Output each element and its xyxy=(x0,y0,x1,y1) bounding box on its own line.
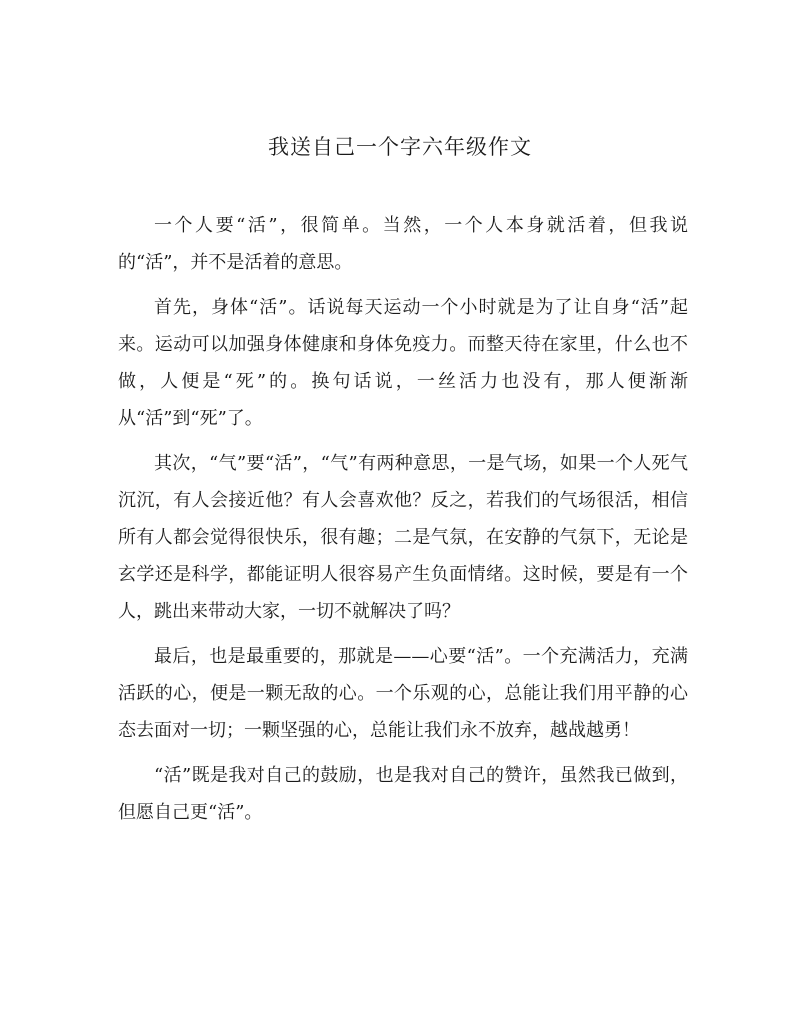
paragraph: 其次，“气”要“活”，“气”有两种意思，一是气场，如果一个人死气沉沉，有人会接近他？有人会喜欢他？反之，若我们的气场很活，相信所有人都会觉得很快乐，很有趣；二是气氛，在安静的气氛下，无论是玄学还是科学，都能证明人很容易产生负面情绪。这时候，要是有一个人，跳出来带动大家，一切不就解决了吗？ xyxy=(118,453,688,622)
paragraph: 首先，身体“活”。话说每天运动一个小时就是为了让自身“活”起来。运动可以加强身体健康和身体免疫力。而整天待在家里，什么也不做，人便是“死”的。换句话说，一丝活力也没有，那人便渐渐从“活”到“死”了。 xyxy=(118,297,688,429)
paragraph: “活”既是我对自己的鼓励，也是我对自己的赞许，虽然我已做到，但愿自己更“活”。 xyxy=(118,765,688,823)
document-body xyxy=(118,207,688,839)
paragraph: 一个人要“活”，很简单。当然，一个人本身就活着，但我说的“活”，并不是活着的意思。 xyxy=(118,215,688,273)
paragraph: 最后，也是最重要的，那就是——心要“活”。一个充满活力，充满活跃的心，便是一颗无敌的心。一个乐观的心，总能让我们用平静的心态去面对一切；一颗坚强的心，总能让我们永不放弃，越战越勇！ xyxy=(118,646,688,741)
document-title: 我送自己一个字六年级作文 xyxy=(268,135,532,159)
